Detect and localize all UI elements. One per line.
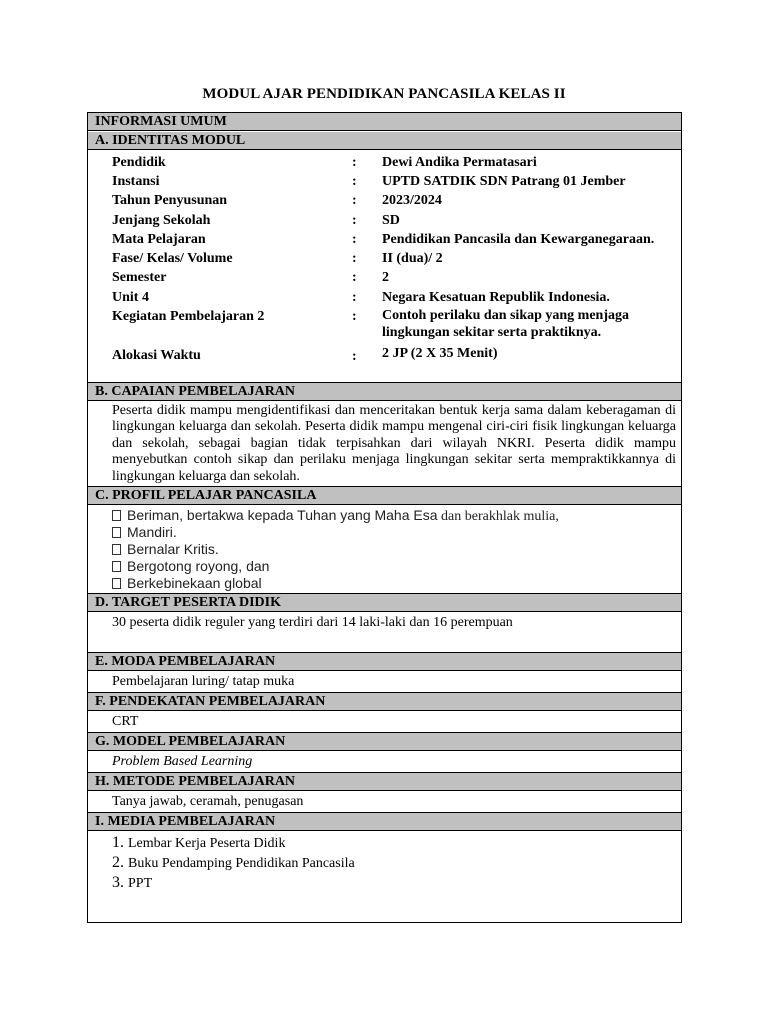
media-item	[112, 873, 152, 894]
identitas-label: Jenjang Sekolah	[112, 213, 211, 228]
section-metode: H. METODE PEMBELAJARAN	[88, 772, 681, 791]
profil-text: Berkebinekaan global	[127, 575, 262, 591]
identitas-colon: :	[352, 309, 357, 324]
identitas-label: Unit 4	[112, 290, 149, 305]
media-text: Buku Pendamping Pendidikan Pancasila	[128, 856, 355, 871]
identitas-value: II (dua)/ 2	[382, 251, 443, 266]
identitas-value: 2023/2024	[382, 193, 442, 208]
identitas-value: Pendidikan Pancasila dan Kewarganegaraan.	[382, 232, 655, 247]
profil-tail: dan berakhlak mulia,	[437, 509, 559, 524]
identitas-label: Alokasi Waktu	[112, 348, 201, 363]
profil-text: Beriman, bertakwa kepada Tuhan yang Maha Esa	[127, 507, 438, 523]
profil-text: Mandiri.	[127, 524, 177, 540]
section-target: D. TARGET PESERTA DIDIK	[88, 593, 681, 612]
identitas-colon: :	[352, 232, 357, 247]
capaian-text: Peserta didik mampu mengidentifikasi dan menceritakan bentuk kerja sama dalam keberagaman di lingkungan keluarga dan sekolah. Peserta didik mampu mengenal ciri-ciri fisik lingkungan keluarga dan sekolah, sebagai bagian tidak terpisahkan dari wilayah NKRI. Peserta didik mampu menyebutkan contoh sikap dan perilaku menjaga lingkungan sekitar serta mempraktikkannya di lingkungan keluarga dan sekolah.	[112, 403, 676, 484]
identitas-value: Dewi Andika Permatasari	[382, 155, 537, 170]
profil-item	[112, 575, 262, 592]
section-moda: E. MODA PEMBELAJARAN	[88, 652, 681, 671]
pendekatan-text: CRT	[112, 714, 139, 729]
section-identitas-modul: A. IDENTITAS MODUL	[88, 132, 681, 150]
identitas-value: Negara Kesatuan Republik Indonesia.	[382, 290, 610, 305]
section-profil: C. PROFIL PELAJAR PANCASILA	[88, 486, 681, 505]
identitas-value: 2	[382, 270, 389, 285]
moda-text: Pembelajaran luring/ tatap muka	[112, 674, 295, 689]
identitas-colon: :	[352, 251, 357, 266]
module-table	[87, 112, 682, 923]
identitas-colon: :	[352, 290, 357, 305]
section-pendekatan: F. PENDEKATAN PEMBELAJARAN	[88, 692, 681, 711]
profil-text: Bernalar Kritis.	[127, 541, 219, 557]
media-text: Lembar Kerja Peserta Didik	[128, 836, 286, 851]
media-number: 1.	[112, 834, 124, 851]
profil-item	[112, 541, 219, 558]
identitas-value: Contoh perilaku dan sikap yang menjaga lingkungan sekitar serta praktiknya.	[382, 308, 630, 340]
identitas-colon: :	[352, 193, 357, 208]
media-item	[112, 853, 355, 874]
checkbox-icon	[112, 510, 121, 521]
identitas-label: Pendidik	[112, 155, 166, 170]
section-model: G. MODEL PEMBELAJARAN	[88, 732, 681, 751]
identitas-colon: :	[352, 174, 357, 189]
identitas-colon: :	[352, 349, 357, 364]
identitas-label: Kegiatan Pembelajaran 2	[112, 309, 265, 324]
media-text: PPT	[128, 876, 153, 891]
identitas-value: SD	[382, 213, 400, 228]
profil-text: Bergotong royong, dan	[127, 558, 270, 574]
section-informasi-umum: INFORMASI UMUM	[88, 113, 681, 131]
profil-item	[112, 507, 559, 525]
identitas-colon: :	[352, 213, 357, 228]
model-text: Problem Based Learning	[112, 754, 253, 769]
identitas-label: Mata Pelajaran	[112, 232, 206, 247]
section-capaian: B. CAPAIAN PEMBELAJARAN	[88, 382, 681, 401]
target-text: 30 peserta didik reguler yang terdiri dari 14 laki-laki dan 16 perempuan	[112, 615, 513, 630]
checkbox-icon	[112, 527, 121, 538]
checkbox-icon	[112, 544, 121, 555]
identitas-label: Fase/ Kelas/ Volume	[112, 251, 233, 266]
section-media: I. MEDIA PEMBELAJARAN	[88, 812, 681, 831]
identitas-value: UPTD SATDIK SDN Patrang 01 Jember	[382, 174, 626, 189]
checkbox-icon	[112, 561, 121, 572]
identitas-label: Tahun Penyusunan	[112, 193, 228, 208]
identitas-label: Instansi	[112, 174, 160, 189]
identitas-value: 2 JP (2 X 35 Menit)	[382, 346, 498, 361]
identitas-colon: :	[352, 155, 357, 170]
profil-item	[112, 558, 269, 575]
document-title: MODUL AJAR PENDIDIKAN PANCASILA KELAS II	[202, 86, 566, 102]
identitas-label: Semester	[112, 270, 167, 285]
identitas-colon: :	[352, 270, 357, 285]
media-number: 2.	[112, 854, 124, 871]
checkbox-icon	[112, 578, 121, 589]
metode-text: Tanya jawab, ceramah, penugasan	[112, 794, 304, 809]
profil-item	[112, 524, 177, 541]
media-item	[112, 833, 285, 854]
media-number: 3.	[112, 874, 124, 891]
